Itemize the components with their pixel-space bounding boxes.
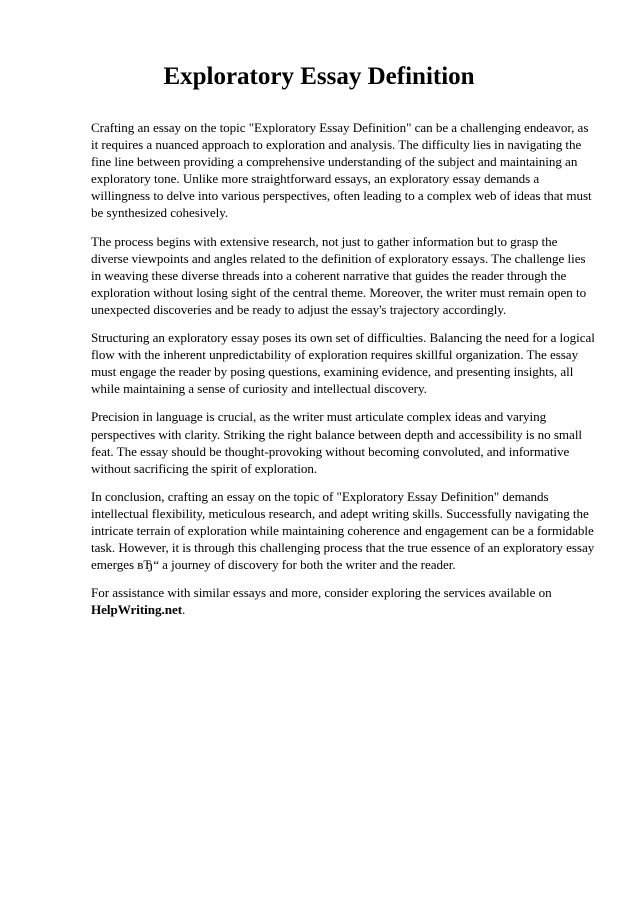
text-line: task. However, it is through this challenging process that the true essence of an exploratory essay: [91, 540, 595, 556]
helpwriting-link[interactable]: HelpWriting.net: [91, 602, 183, 618]
text-line: feat. The essay should be thought-provoking without becoming convoluted, and informative: [91, 443, 570, 459]
text-line: diverse viewpoints and angles related to the definition of exploratory essays. The challenge lies: [91, 250, 586, 266]
text-line: while maintaining a sense of curiosity and intellectual discovery.: [91, 381, 427, 397]
text-line: For assistance with similar essays and more, consider exploring the services available on: [91, 585, 552, 601]
text-line: fine line between providing a comprehensive understanding of the subject and maintaining an: [91, 154, 578, 170]
closing-link-line: [91, 601, 592, 618]
text-line: without sacrificing the spirit of exploration.: [91, 460, 318, 476]
text-line: intricate terrain of exploration while maintaining coherence and engagement can be a formidable: [91, 522, 594, 538]
text-line: emerges вЂ“ a journey of discovery for both the writer and the reader.: [91, 557, 456, 573]
text-line: exploration without losing sight of the central theme. Moreover, the writer must remain open to: [91, 284, 587, 300]
text-line: flow with the inherent unpredictability of exploration requires skillful organization. The essay: [91, 347, 579, 363]
text-line: unexpected discoveries and be ready to adjust the essay's trajectory accordingly.: [91, 301, 507, 317]
text-line: it requires a nuanced approach to exploration and analysis. The difficulty lies in navigating the: [91, 137, 582, 153]
text-line: In conclusion, crafting an essay on the topic of "Exploratory Essay Definition" demands: [91, 488, 549, 504]
text-line: perspectives with clarity. Striking the right balance between depth and accessibility is no small: [91, 426, 582, 442]
text-line: exploratory tone. Unlike more straightforward essays, an exploratory essay demands a: [91, 171, 540, 187]
paragraph-4: [91, 408, 592, 476]
document-body: [91, 119, 595, 618]
text-line: The process begins with extensive research, not just to gather information but to grasp the: [91, 233, 558, 249]
paragraph-2: [91, 233, 592, 318]
text-line: willingness to delve into various perspectives, often leading to a complex web of ideas that must: [91, 188, 592, 204]
paragraph-3: [91, 329, 595, 397]
text-line: Crafting an essay on the topic "Exploratory Essay Definition" can be a challenging endeavor, as: [91, 120, 589, 135]
text-line: intellectual flexibility, meticulous research, and adept writing skills. Successfully navigating the: [91, 505, 589, 521]
text-line: Precision in language is crucial, as the writer must articulate complex ideas and varying: [91, 409, 547, 425]
closing-suffix: .: [182, 602, 186, 618]
closing-paragraph: [91, 584, 592, 618]
document-title: Exploratory Essay Definition: [163, 63, 475, 90]
text-line: in weaving these diverse threads into a coherent narrative that guides the reader through the: [91, 267, 567, 283]
text-line: Structuring an exploratory essay poses its own set of difficulties. Balancing the need for a logical: [91, 330, 595, 346]
text-line: be synthesized cohesively.: [91, 205, 229, 221]
text-line: must engage the reader by posing questions, examining evidence, and presenting insights, all: [91, 364, 574, 380]
paragraph-5: [91, 488, 595, 573]
paragraph-1: [91, 119, 592, 222]
